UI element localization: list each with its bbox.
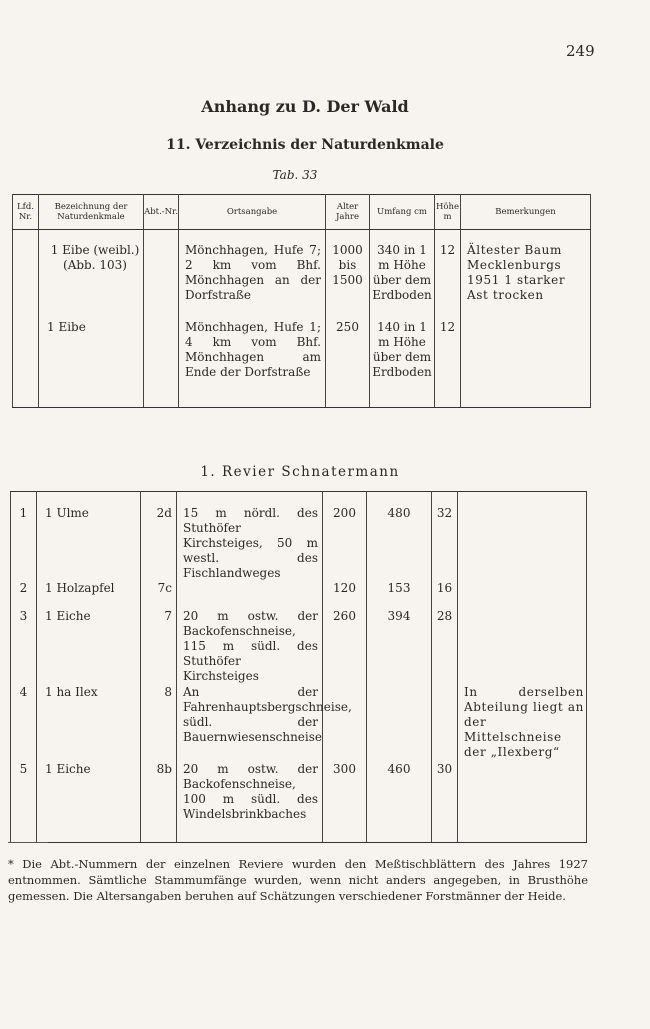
cell-nr: 5 — [11, 762, 37, 842]
cell-bemerkungen: Ältester Baum Mecklenburgs 1951 1 starker Ast trocken — [461, 230, 591, 320]
col-header-abt: Abt.-Nr. — [144, 195, 179, 230]
cell-nr: 2 — [11, 581, 37, 609]
cell-umfang: 460 — [367, 762, 432, 842]
cell-ort — [177, 581, 323, 609]
cell-bezeichnung: 1 Holzapfel — [37, 581, 141, 609]
cell-umfang: 480 — [367, 492, 432, 582]
cell-ort: 20 m ostw. der Backofenschneise, 115 m südl. des Stuthöfer Kirchsteiges — [177, 609, 323, 685]
cell-ort: 20 m ostw. der Backofenschneise, 100 m südl. des Windelsbrinkbaches — [177, 762, 323, 842]
cell-bemerkungen — [458, 581, 587, 609]
footnote-divider — [8, 842, 48, 843]
cell-hoehe: 12 — [435, 230, 461, 320]
cell-bemerkungen — [458, 762, 587, 842]
page-heading: Anhang zu D. Der Wald — [201, 97, 409, 116]
cell-abt: 8 — [141, 685, 177, 762]
col-header-nr: Lfd. Nr. — [13, 195, 39, 230]
monuments-table-revier — [10, 491, 587, 843]
cell-hoehe: 16 — [432, 581, 458, 609]
table-row — [13, 230, 591, 320]
cell-hoehe — [432, 685, 458, 762]
table-row — [11, 492, 587, 582]
cell-ort: An der Fahrenhauptsbergschneise, südl. der Bauernwiesenschneise — [177, 685, 323, 762]
cell-nr: 1 — [11, 492, 37, 582]
table-caption: Tab. 33 — [272, 168, 318, 182]
cell-nr — [13, 320, 39, 408]
cell-alter — [323, 685, 367, 762]
cell-bezeichnung: 1 Eibe — [39, 320, 144, 408]
section-heading: 11. Verzeichnis der Naturdenkmale — [166, 137, 444, 153]
cell-umfang: 140 in 1 m Höhe über dem Erdboden — [370, 320, 435, 408]
cell-abt: 8b — [141, 762, 177, 842]
cell-bezeichnung: 1 Ulme — [37, 492, 141, 582]
cell-alter: 260 — [323, 609, 367, 685]
cell-bemerkungen — [458, 492, 587, 582]
cell-bezeichnung: 1 Eiche — [37, 762, 141, 842]
col-header-alter: Alter Jahre — [326, 195, 370, 230]
cell-abt: 2d — [141, 492, 177, 582]
revier-title: 1. Revier Schnatermann — [200, 464, 400, 480]
cell-nr: 3 — [11, 609, 37, 685]
cell-bemerkungen — [461, 320, 591, 408]
cell-hoehe: 30 — [432, 762, 458, 842]
table-header-row — [13, 195, 591, 230]
cell-umfang — [367, 685, 432, 762]
table-row — [11, 609, 587, 685]
cell-bemerkungen: In derselben Abteilung liegt an der Mittelschneise der „Ilexberg“ — [458, 685, 587, 762]
table-row — [11, 685, 587, 762]
cell-bezeichnung: 1 Eibe (weibl.) (Abb. 103) — [39, 230, 144, 320]
cell-hoehe: 28 — [432, 609, 458, 685]
table-row — [13, 320, 591, 408]
col-header-ort: Ortsangabe — [179, 195, 326, 230]
cell-bemerkungen — [458, 609, 587, 685]
page-number: 249 — [566, 42, 595, 60]
cell-nr: 4 — [11, 685, 37, 762]
cell-abt — [144, 320, 179, 408]
cell-umfang: 153 — [367, 581, 432, 609]
cell-abt: 7 — [141, 609, 177, 685]
col-header-bezeichnung: Bezeichnung der Naturdenkmale — [39, 195, 144, 230]
col-header-umfang: Umfang cm — [370, 195, 435, 230]
cell-abt: 7c — [141, 581, 177, 609]
cell-nr — [13, 230, 39, 320]
cell-ort: 15 m nördl. des Stuthöfer Kirchsteiges, 50 m westl. des Fischlandweges — [177, 492, 323, 582]
footnote: * Die Abt.-Nummern der einzelnen Reviere wurden den Meßtischblättern des Jahres 1927 entnommen. Sämtliche Stammumfänge wurden, wenn nicht anders angegeben, in Brusthöhe gemessen. Die Altersangaben beruhen auf Schätzungen verschiedener Forstmänner der Heide. — [8, 857, 588, 903]
cell-umfang: 394 — [367, 609, 432, 685]
cell-ort: Mönchhagen, Hufe 1; 4 km vom Bhf. Mönchhagen am Ende der Dorfstraße — [179, 320, 326, 408]
cell-hoehe: 32 — [432, 492, 458, 582]
cell-alter: 250 — [326, 320, 370, 408]
cell-ort: Mönchhagen, Hufe 7; 2 km vom Bhf. Mönchhagen an der Dorfstraße — [179, 230, 326, 320]
cell-alter: 120 — [323, 581, 367, 609]
monuments-table-main — [12, 194, 591, 408]
cell-bezeichnung: 1 Eiche — [37, 609, 141, 685]
table-row — [11, 581, 587, 609]
col-header-hoehe: Höhe m — [435, 195, 461, 230]
cell-abt — [144, 230, 179, 320]
cell-alter: 200 — [323, 492, 367, 582]
cell-hoehe: 12 — [435, 320, 461, 408]
cell-bezeichnung: 1 ha Ilex — [37, 685, 141, 762]
table-row — [11, 762, 587, 842]
col-header-bemerkungen: Bemerkungen — [461, 195, 591, 230]
cell-alter: 300 — [323, 762, 367, 842]
cell-alter: 1000 bis 1500 — [326, 230, 370, 320]
cell-umfang: 340 in 1 m Höhe über dem Erdboden — [370, 230, 435, 320]
